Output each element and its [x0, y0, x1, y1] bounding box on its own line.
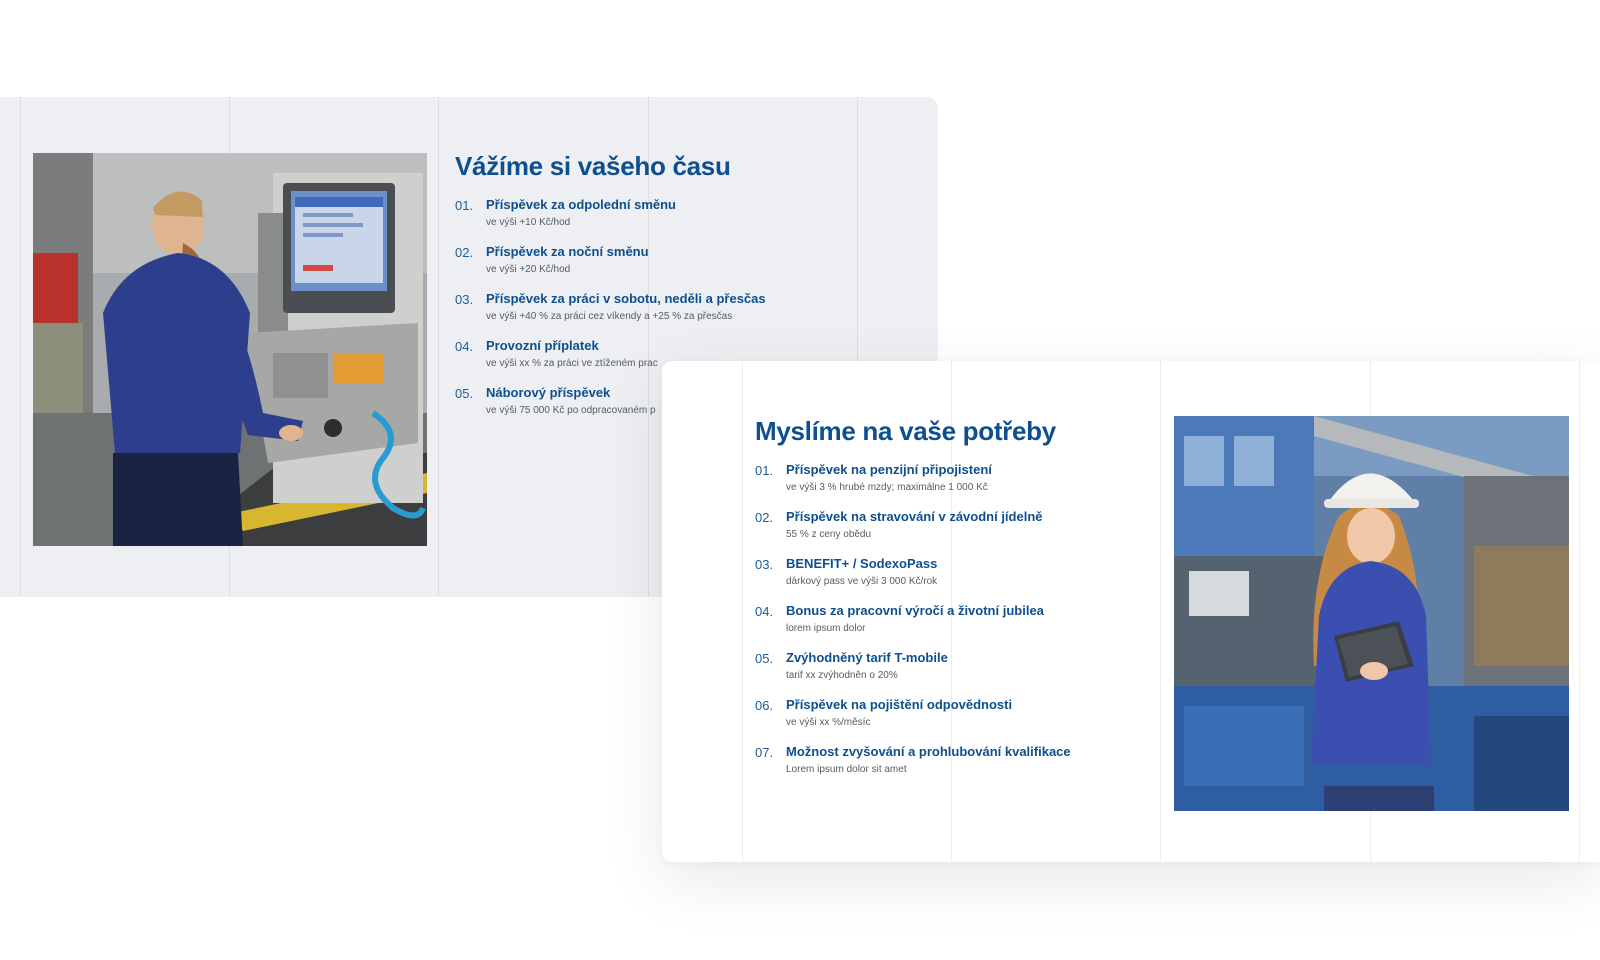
photo-machine-operator-image — [33, 153, 427, 546]
list-item — [755, 743, 1195, 790]
photo-worker-tablet-image — [1174, 416, 1569, 811]
item-number: 03. — [455, 292, 474, 307]
item-description: Lorem ipsum dolor sit amet — [786, 764, 907, 775]
item-text — [786, 602, 1195, 636]
list-item — [455, 243, 915, 290]
photo-worker-tablet — [1174, 416, 1569, 811]
needs-benefit-list — [755, 461, 1195, 790]
photo-machine-operator — [33, 153, 427, 546]
item-text — [786, 696, 1195, 730]
list-item — [755, 696, 1195, 743]
item-number: 05. — [455, 386, 474, 401]
item-number: 03. — [755, 557, 774, 572]
item-title: Provozní příplatek — [486, 338, 599, 353]
item-number: 01. — [455, 198, 474, 213]
item-text — [786, 461, 1195, 495]
item-description: ve výši xx %/měsíc — [786, 717, 871, 728]
list-item — [755, 602, 1195, 649]
item-text — [486, 290, 915, 324]
item-text — [786, 743, 1195, 777]
grid-line — [20, 97, 21, 597]
item-description: dárkový pass ve výši 3 000 Kč/rok — [786, 576, 938, 587]
item-title: BENEFIT+ / SodexoPass — [786, 556, 938, 571]
needs-content — [755, 416, 1195, 790]
item-number: 05. — [755, 651, 774, 666]
item-title: Možnost zvyšování a prohlubování kvalifikace — [786, 744, 1071, 759]
grid-line — [742, 361, 743, 862]
item-title: Příspěvek za práci v sobotu, neděli a přesčas — [486, 291, 766, 306]
item-title: Příspěvek na pojištění odpovědnosti — [786, 697, 1013, 712]
item-number: 06. — [755, 698, 774, 713]
item-description: ve výši 3 % hrubé mzdy; maximálne 1 000 Kč — [786, 482, 988, 493]
item-title: Zvýhodněný tarif T-mobile — [786, 650, 948, 665]
item-title: Náborový příspěvek — [486, 385, 611, 400]
list-item — [755, 555, 1195, 602]
item-description: tarif xx zvýhodněn o 20% — [786, 670, 898, 681]
item-description: lorem ipsum dolor — [786, 623, 866, 634]
benefits-card-needs — [662, 361, 1600, 862]
section-heading: Vážíme si vašeho času — [455, 151, 731, 181]
item-number: 02. — [755, 510, 774, 525]
item-description: ve výši 75 000 Kč po odpracovaném p — [486, 405, 656, 416]
item-number: 04. — [755, 604, 774, 619]
list-item — [455, 196, 915, 243]
grid-line — [1579, 361, 1580, 862]
item-description: 55 % z ceny obědu — [786, 529, 872, 540]
item-description: ve výši +40 % za práci cez víkendy a +25 % za přesčas — [486, 311, 733, 322]
item-description: ve výši xx % za práci ve ztíženém prac — [486, 358, 658, 369]
list-item — [455, 290, 915, 337]
item-number: 02. — [455, 245, 474, 260]
item-description: ve výši +20 Kč/hod — [486, 264, 571, 275]
item-text — [486, 243, 915, 277]
list-item — [755, 649, 1195, 696]
item-number: 07. — [755, 745, 774, 760]
list-item — [755, 508, 1195, 555]
item-title: Příspěvek za odpolední směnu — [486, 197, 676, 212]
item-title: Bonus za pracovní výročí a životní jubilea — [786, 603, 1044, 618]
item-text — [786, 649, 1195, 683]
item-text — [486, 196, 915, 230]
item-number: 01. — [755, 463, 774, 478]
grid-line — [438, 97, 439, 597]
item-title: Příspěvek na stravování v závodní jídelně — [786, 509, 1043, 524]
item-text — [786, 508, 1195, 542]
item-number: 04. — [455, 339, 474, 354]
item-text — [786, 555, 1195, 589]
item-description: ve výši +10 Kč/hod — [486, 217, 571, 228]
section-heading: Myslíme na vaše potřeby — [755, 416, 1056, 446]
item-title: Příspěvek na penzijní připojistení — [786, 462, 992, 477]
item-title: Příspěvek za noční směnu — [486, 244, 649, 259]
list-item — [755, 461, 1195, 508]
